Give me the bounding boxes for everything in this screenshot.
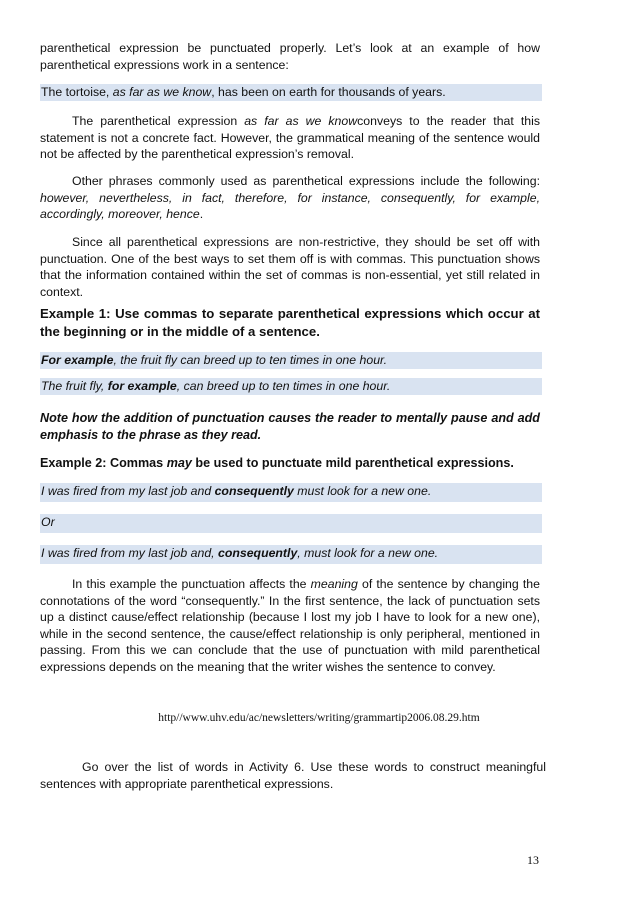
example1-line2-rest: , can breed up to ten times in one hour.	[176, 379, 391, 393]
parenthetical-italic: as far as we know	[244, 114, 358, 128]
example1-line2-box	[40, 378, 542, 395]
explained-before: In this example the punctuation affects the	[72, 577, 311, 591]
other-phrases-after: .	[199, 207, 204, 221]
source-url-text: http//www.uhv.edu/ac/newsletters/writing/grammartip2006.08.29.htm	[158, 712, 480, 724]
other-phrases-paragraph	[40, 173, 540, 223]
example1-line1-box	[40, 352, 542, 369]
other-phrases-before: Other phrases commonly used as parenthetical expressions include the following:	[72, 174, 540, 188]
parenthetical-after: conveys to the reader that this statement is not a concrete fact. However, the grammatical meaning of the sentence would not be affected by the parenthetical expression’s removal.	[40, 114, 540, 161]
example1-heading-text: Example 1: Use commas to separate parenthetical expressions which occur at the beginning or in the middle of a sentence.	[40, 306, 540, 339]
intro-paragraph	[40, 40, 540, 73]
tortoise-after: , has been on earth for thousands of years.	[211, 85, 446, 99]
nonrestrictive-paragraph	[40, 234, 540, 300]
source-url	[0, 712, 638, 724]
parenthetical-paragraph	[40, 113, 540, 163]
example2-line1-rest: must look for a new one.	[293, 484, 432, 498]
explained-italic: meaning	[310, 577, 358, 591]
example1-line1-rest: , the fruit fly can breed up to ten times in one hour.	[113, 353, 388, 367]
tortoise-italic: as far as we know	[112, 85, 212, 99]
example2-line2-box	[40, 545, 542, 564]
example-explained-paragraph	[40, 576, 540, 675]
explained-after: of the sentence by changing the connotations of the word “consequently.” In the first sentence, the lack of punctuation sets up a distinct cause/effect relationship (because I lost my job I have to look for a new one), while in the second sentence, the cause/effect relationship is only peripheral, mentioned in passing. From this we can conclude that the use of punctuation with mild parenthetical expressions depends on the meaning that the writer wishes the sentence to convey.	[40, 577, 540, 674]
intro-text: parenthetical expression be punctuated properly. Let’s look at an example of how parenthetical expressions work in a sentence:	[40, 41, 540, 72]
example1-line2-start: The fruit fly,	[41, 379, 108, 393]
example2-line1-start: I was fired from my last job and	[41, 484, 215, 498]
example2-line2-bold: consequently	[218, 546, 298, 560]
example2-line2-start: I was fired from my last job and,	[41, 546, 219, 560]
note-text: Note how the addition of punctuation causes the reader to mentally pause and add emphasis to the phrase as they read.	[40, 411, 540, 442]
example1-line2-bold: for example	[107, 379, 177, 393]
example1-heading	[40, 305, 540, 341]
activity-instruction	[40, 759, 546, 792]
nonrestrictive-text: Since all parenthetical expressions are non-restrictive, they should be set off with punctuation. One of the best ways to set them off is with commas. This punctuation shows that the information contained within the set of commas is non-essential, yet still related in context.	[40, 235, 540, 299]
parenthetical-before: The parenthetical expression	[72, 114, 245, 128]
example2-heading-after: be used to punctuate mild parenthetical expressions.	[191, 456, 514, 470]
note-paragraph	[40, 410, 540, 443]
example2-or-box	[40, 514, 542, 533]
example2-heading	[40, 455, 540, 472]
example2-line1-bold: consequently	[214, 484, 294, 498]
other-phrases-italic: however, nevertheless, in fact, therefore, for instance, consequently, for example, accordingly, moreover, hence	[40, 190, 540, 221]
example-tortoise-box	[40, 84, 542, 101]
page-number-text: 13	[527, 853, 539, 867]
example2-line1-box	[40, 483, 542, 502]
example2-line2-rest: , must look for a new one.	[297, 546, 439, 560]
example2-heading-before: Example 2: Commas	[40, 456, 167, 470]
example2-heading-italic: may	[166, 456, 192, 470]
page-number	[527, 853, 539, 868]
example1-line1-bold: For example	[41, 353, 114, 367]
tortoise-before: The tortoise,	[41, 85, 113, 99]
example2-or-text: Or	[41, 515, 55, 529]
activity-instruction-text: Go over the list of words in Activity 6. Use these words to construct meaningful sentences with appropriate parenthetical expressions.	[40, 760, 546, 791]
